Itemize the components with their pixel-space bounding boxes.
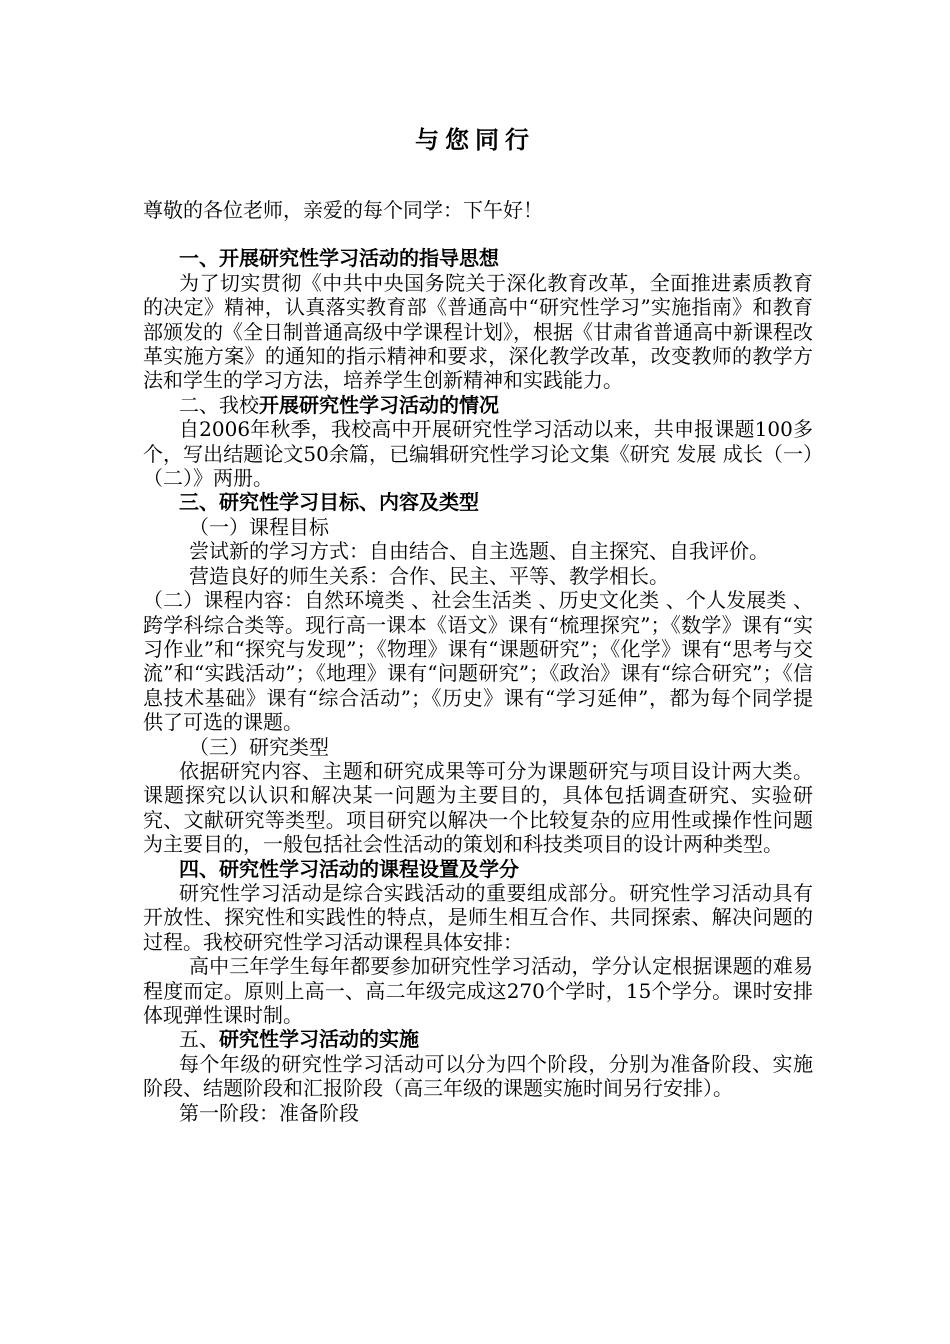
section-3-goal-2: 营造良好的师生关系：合作、民主、平等、教学相长。 [189, 563, 669, 588]
section-5-stage-1: 第一阶段：准备阶段 [179, 1100, 359, 1125]
section-5-heading-prefix: 五、 [179, 1027, 219, 1052]
blank-line [143, 222, 813, 246]
section-4-body-2: 高中三年学生每年都要参加研究性学习活动，学分认定根据课题的难易程度而定。原则上高一、高二年级完成这270个学时，15个学分。课时安排体现弹性课时制。 [143, 954, 813, 1027]
section-5-heading [143, 1027, 813, 1051]
section-4-body-1: 研究性学习活动是综合实践活动的重要组成部分。研究性学习活动具有开放性、探究性和实践性的特点，是师生相互合作、共同探索、解决问题的过程。我校研究性学习活动课程具体安排： [143, 880, 813, 954]
section-3-sub-types: （三）研究类型 [189, 734, 329, 759]
section-3-types-body: 依据研究内容、主题和研究成果等可分为课题研究与项目设计两大类。课题探究以认识和解决某一问题为主要目的，具体包括调查研究、实验研究、文献研究等类型。项目研究以解决一个比较复杂的应用性或操作性问题为主要目的，一般包括社会性活动的策划和科技类项目的设计两种类型。 [143, 758, 813, 857]
section-2-heading-bold: 开展研究性学习活动的情况 [259, 392, 499, 417]
section-2-body: 自2006年秋季，我校高中开展研究性学习活动以来，共申报课题100多个，写出结题论文50余篇，已编辑研究性学习论文集《研究 发展 成长（一）（二）》两册。 [143, 417, 813, 491]
section-3-goal-1: 尝试新的学习方式：自由结合、自主选题、自主探究、自我评价。 [189, 539, 769, 564]
section-3-content: （二）课程内容：自然环境类 、社会生活类 、历史文化类 、个人发展类 、跨学科综合类等。现行高一课本《语文》课有“梳理探究”；《数学》课有“实习作业”和“探究与发现”；《物理》课有“课题研究”；《化学》课有“思考与交流”和“实践活动”；《地理》课有“问题研究”；《政治》课有“综合研究”；《信息技术基础》课有“综合活动”；《历史》课有“学习延伸”，都为每个同学提供了可选的课题。 [143, 588, 813, 735]
greeting: 尊敬的各位老师，亲爱的每个同学：下午好！ [143, 198, 543, 222]
section-2-heading [143, 393, 813, 417]
section-1-heading: 一、开展研究性学习活动的指导思想 [179, 246, 499, 271]
section-5-body: 每个年级的研究性学习活动可以分为四个阶段，分别为准备阶段、实施阶段、结题阶段和汇报阶段（高三年级的课题实施时间另行安排）。 [143, 1051, 813, 1101]
section-5-heading-bold: 研究性学习活动的实施 [219, 1027, 419, 1052]
section-1-body: 为了切实贯彻《中共中央国务院关于深化教育改革，全面推进素质教育的决定》精神，认真落实教育部《普通高中“研究性学习”实施指南》和教育部颁发的《全日制普通高级中学课程计划》，根据《甘肃省普通高中新课程改革实施方案》的通知的指示精神和要求，深化教学改革，改变教师的教学方法和学生的学习方法，培养学生创新精神和实践能力。 [143, 270, 813, 393]
section-4-heading: 四、研究性学习活动的课程设置及学分 [179, 856, 519, 881]
section-2-heading-prefix: 二、我校 [179, 392, 259, 417]
section-3-heading: 三、研究性学习目标、内容及类型 [179, 490, 479, 515]
section-3-sub-goals: （一）课程目标 [189, 514, 329, 539]
document-body [143, 198, 813, 1125]
document-title: 与您同行 [415, 125, 535, 154]
